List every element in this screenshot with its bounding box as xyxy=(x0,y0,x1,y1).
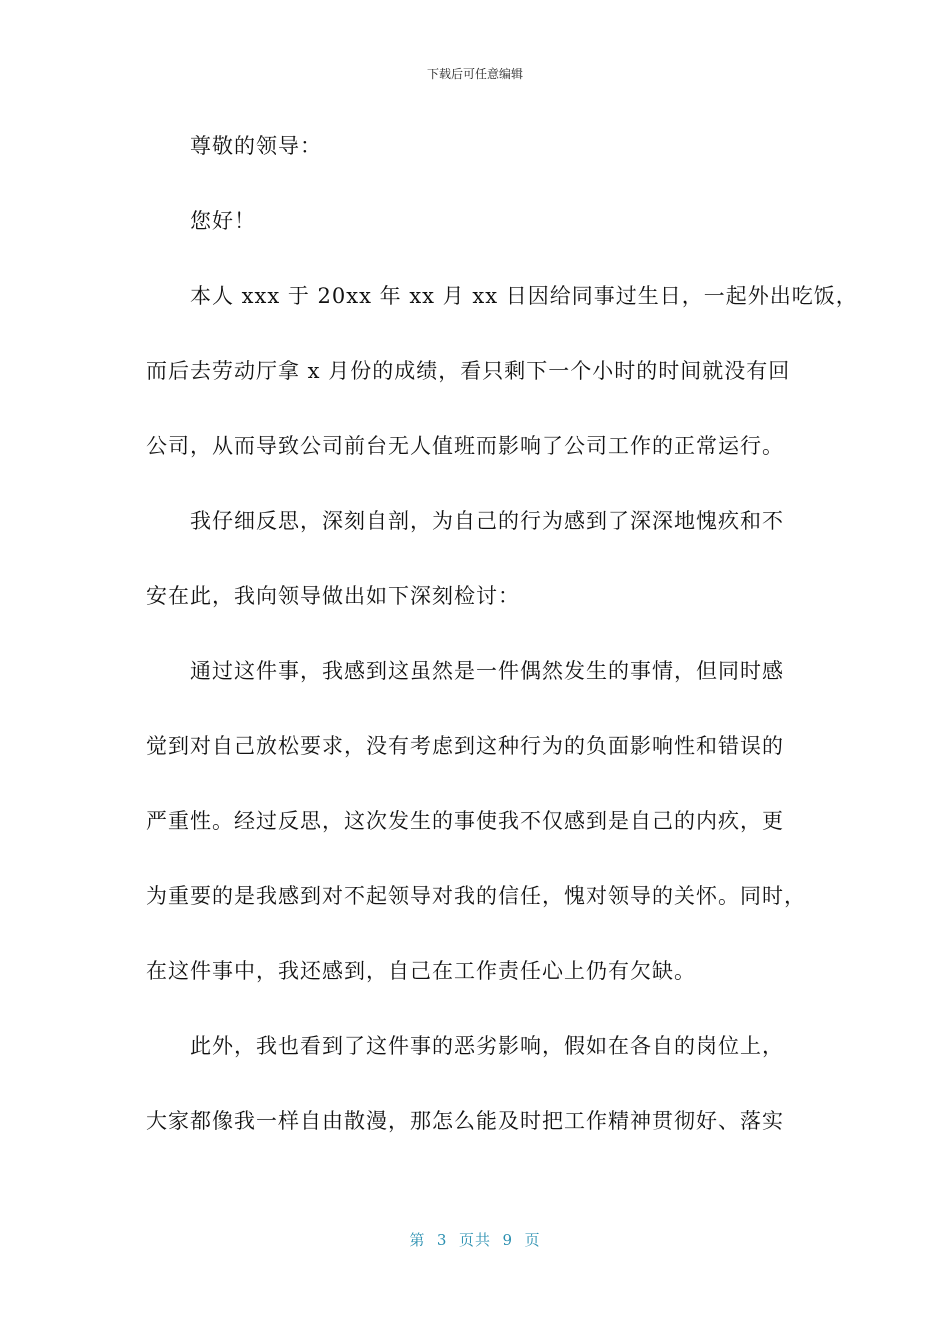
paragraph-line: 而后去劳动厅拿 x 月份的成绩，看只剩下一个小时的时间就没有回 xyxy=(146,359,791,383)
salutation: 尊敬的领导： xyxy=(190,134,322,158)
paragraph-line: 此外，我也看到了这件事的恶劣影响，假如在各自的岗位上， xyxy=(190,1034,784,1058)
page-header: 下载后可任意编辑 xyxy=(426,67,523,81)
paragraph-line: 觉到对自己放松要求，没有考虑到这种行为的负面影响性和错误的 xyxy=(146,734,784,758)
paragraph-line: 通过这件事，我感到这虽然是一件偶然发生的事情，但同时感 xyxy=(190,659,784,683)
paragraph-line: 本人 xxx 于 20xx 年 xx 月 xx 日因给同事过生日，一起外出吃饭， xyxy=(190,284,858,308)
paragraph-line: 公司，从而导致公司前台无人值班而影响了公司工作的正常运行。 xyxy=(146,434,784,458)
greeting: 您好！ xyxy=(190,209,256,233)
paragraph-line: 大家都像我一样自由散漫，那怎么能及时把工作精神贯彻好、落实 xyxy=(146,1109,784,1133)
paragraph-line: 为重要的是我感到对不起领导对我的信任，愧对领导的关怀。同时， xyxy=(146,884,806,908)
document-body xyxy=(146,126,858,1176)
paragraph-line: 严重性。经过反思，这次发生的事使我不仅感到是自己的内疚，更 xyxy=(146,809,784,833)
paragraph-line: 安在此，我向领导做出如下深刻检讨： xyxy=(146,584,520,608)
page-number-footer: 第 3 页共 9 页 xyxy=(409,1231,541,1249)
paragraph-line: 在这件事中，我还感到，自己在工作责任心上仍有欠缺。 xyxy=(146,959,696,983)
paragraph-line: 我仔细反思，深刻自剖，为自己的行为感到了深深地愧疚和不 xyxy=(190,509,784,533)
